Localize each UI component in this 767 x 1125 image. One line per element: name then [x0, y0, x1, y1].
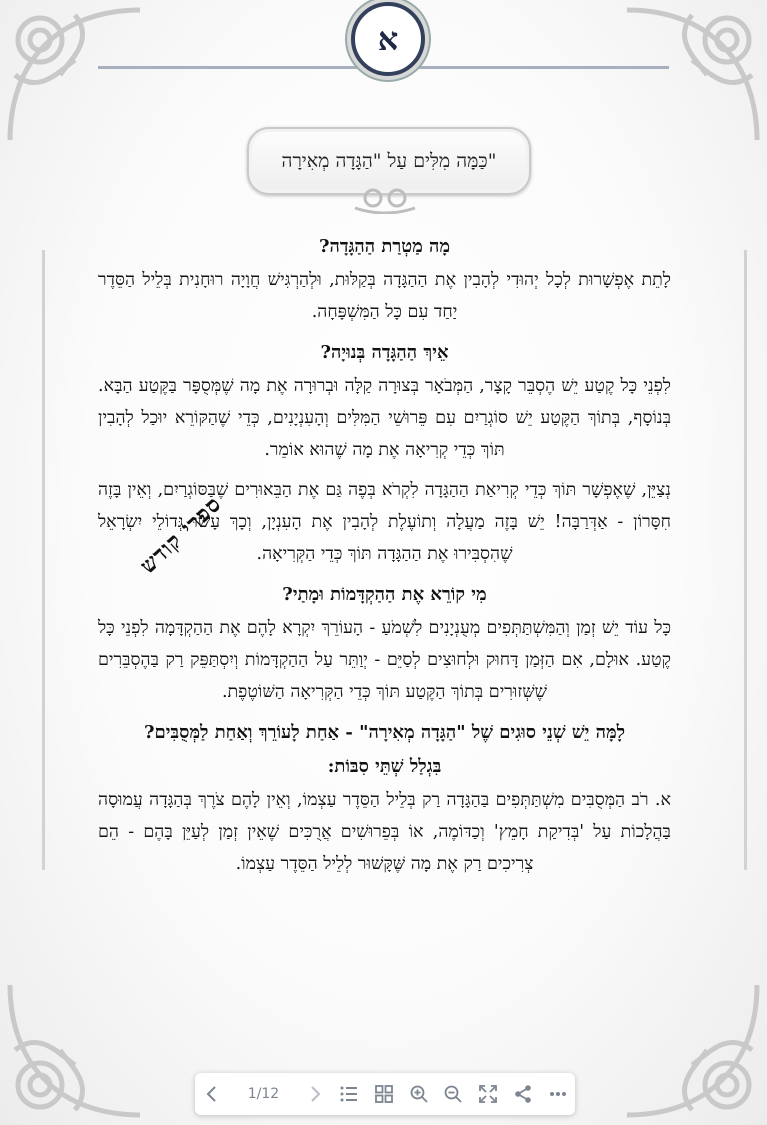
- page-indicator: 1/12: [247, 1086, 280, 1102]
- section-paragraph: לִפְנֵי כָּל קֶטַע יֵשׁ הֶסְבֵּר קָצָר, הַמְּבֹאָר בְּצוּרָה קַלָּה וּבְרוּרָה אֶת מָה שֶׁמְּסֻפָּר בַּקֶּטַע הַבָּא. בְּנוֹסָף, בְּתוֹךְ הַקֶּטַע יֵשׁ סוֹגְרַיִם עִם פֵּרוּשֵׁי הַמִּלִּים וְהָעִנְיָנִים, כְּדֵי שֶׁהַקּוֹרֵא יוּכַל לְהָבִין תּוֹךְ כְּדֵי קְרִיאָה אֶת מָה שֶׁהוּא אוֹמֵר.: [98, 376, 671, 460]
- fullscreen-icon: [478, 1084, 498, 1104]
- chapter-letter-badge: א: [351, 2, 425, 76]
- zoom-out-button[interactable]: [436, 1073, 471, 1115]
- chevron-left-icon: [202, 1084, 222, 1104]
- frame-line-right: [744, 250, 747, 870]
- section-heading: מָה מַטְרַת הַהַגָּדָה?: [318, 236, 451, 257]
- chevron-right-icon: [305, 1084, 325, 1104]
- share-button[interactable]: [506, 1073, 541, 1115]
- page-content: [98, 230, 671, 884]
- zoom-in-button[interactable]: [401, 1073, 436, 1115]
- page-title: כַּמָּה מִלִּים עַל "הַגָּדָה מְאִירָה": [247, 127, 531, 195]
- section-heading: בִּגְלַל שְׁתֵּי סִבּוֹת:: [327, 756, 442, 777]
- frame-line-left: [42, 250, 45, 870]
- corner-ornament-bottom-left: [0, 975, 150, 1125]
- page-total: 12: [261, 1086, 280, 1102]
- next-page-button[interactable]: [297, 1073, 332, 1115]
- more-icon: [548, 1084, 568, 1104]
- corner-ornament-top-left: [0, 0, 150, 150]
- thumbnails-button[interactable]: [367, 1073, 402, 1115]
- corner-ornament-top-right: [617, 0, 767, 150]
- zoom-out-icon: [443, 1084, 463, 1104]
- section-paragraph: כָּל עוֹד יֵשׁ זְמַן וְהַמִּשְׁתַּתְּפִים מְעֻנְיָנִים לִשְׁמֹעַ - הָעוֹרֵךְ יִקְרָא לָהֶם אֶת הַהַקְדָּמָה לִפְנֵי כָּל קֶטַע. אוּלָם, אִם הַזְּמַן דָּחוּק וּלְחוּצִים לְסַיֵּם - יְוַתֵּר עַל הַהַקְדָּמוֹת וְיִסְתַּפֵּק רַק בַּהֶסְבֵּרִים שֶׁשְּׁזוּרִים בְּתוֹךְ הַקֶּטַע תּוֹךְ כְּדֵי הַקְּרִיאָה הַשּׁוֹטֶפֶת.: [98, 618, 671, 702]
- section-paragraph: לָתֵת אֶפְשָׁרוּת לְכָל יְהוּדִי לְהָבִין אֶת הַהַגָּדָה בְּקַלּוּת, וּלְהַרְגִּישׁ חֲוָיָה רוּחָנִית בְּלֵיל הַסֵּדֶר יַחַד עִם כָּל הַמִּשְׁפָּחָה.: [98, 270, 671, 322]
- zoom-in-icon: [409, 1084, 429, 1104]
- section-heading: אֵיךְ הַהַגָּדָה בְּנוּיָה?: [320, 342, 449, 363]
- section-paragraph: נְצַיֵּן, שֶׁאֶפְשָׁר תּוֹךְ כְּדֵי קְרִיאַת הַהַגָּדָה לִקְרֹא בְּפֶה גַּם אֶת הַבֵּאוּרִים שֶׁבַּסּוֹגְרַיִם, וְאֵין בָּזֶה חִסָּרוֹן - אַדְּרַבָּה! יֵשׁ בָּזֶה מַעֲלָה וְתוֹעֶלֶת לְהָבִין אֶת הָעִנְיָן, וְכָךְ עָשׂוּ גְּדוֹלֵי יִשְׂרָאֵל שֶׁהִסְבִּירוּ אֶת הַהַגָּדָה תּוֹךְ כְּדֵי הַקְּרִיאָה.: [98, 480, 671, 564]
- section-heading: מִי קוֹרֵא אֶת הַהַקְדָּמוֹת וּמָתַי?: [282, 584, 487, 605]
- table-of-contents-button[interactable]: [332, 1073, 367, 1115]
- grid-icon: [374, 1084, 394, 1104]
- share-icon: [513, 1084, 533, 1104]
- prev-page-button[interactable]: [195, 1073, 230, 1115]
- fullscreen-button[interactable]: [471, 1073, 506, 1115]
- plaque-ornament: [345, 186, 425, 214]
- viewer-toolbar: [195, 1073, 575, 1115]
- corner-ornament-bottom-right: [617, 975, 767, 1125]
- watermark-stamp: ספרי קודש: [135, 490, 227, 580]
- section-paragraph: א. רֹב הַמְּסֻבִּים מִשְׁתַּתְּפִים בַּהַגָּדָה רַק בְּלֵיל הַסֵּדֶר עַצְמוֹ, וְאֵין לָהֶם צֹרֶךְ בְּהַגָּדָה עֲמוּסָה בַּהֲלָכוֹת עַל 'בְּדִיקַת חָמֵץ' וְכַדּוֹמֶה, אוֹ בְּפֵרוּשִׁים אֲרֻכִּים שֶׁאֵין זְמַן לְעַיֵּן בָּהֶם - הֵם צְרִיכִים רַק אֶת מָה שֶּׁקָּשׁוּר לְלֵיל הַסֵּדֶר עַצְמוֹ.: [98, 790, 671, 874]
- section-heading: לָמָּה יֵשׁ שְׁנֵי סוּגִים שֶׁל "הַגָּדָה מְאִירָה" - אַחַת לָעוֹרֵךְ וְאַחַת לַמְּסֻבִּים?: [143, 722, 626, 743]
- page-current: 1: [247, 1086, 257, 1102]
- more-options-button[interactable]: [540, 1073, 575, 1115]
- list-icon: [339, 1084, 359, 1104]
